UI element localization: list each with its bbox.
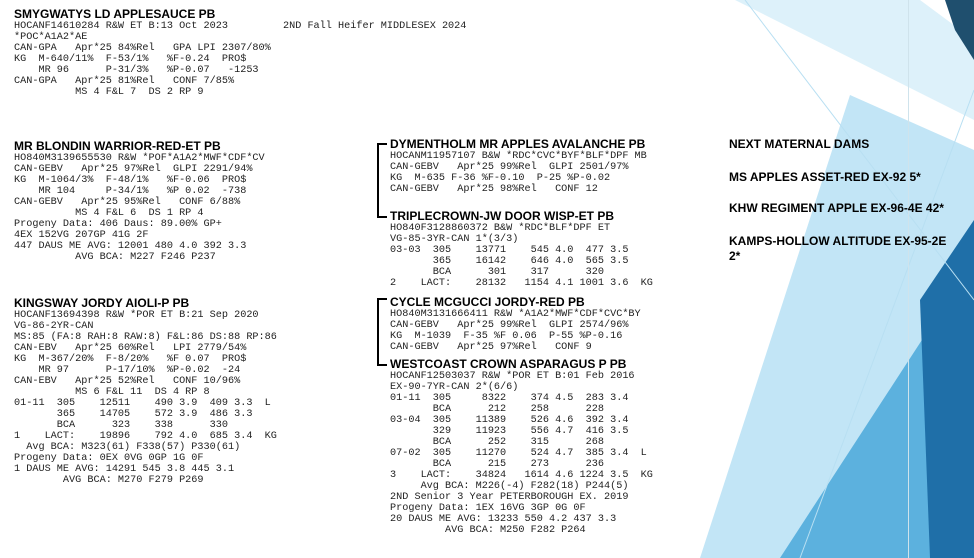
maternal-heading: NEXT MATERNAL DAMS	[729, 137, 870, 151]
dam4-block	[390, 358, 653, 536]
sire2-details: HO840M3139655530 R&W *POF*A1A2*MWF*CDF*CV CAN-GEBV Apr*25 97%Rel GLPI 2291/94% KG M-1064/3% F-48/1% %F-0.06 PRO$ MR 104 P-34/1% %P 0.02 -738 CAN-GEBV Apr*25 95%Rel CONF 6/88% MS 4 F&L 6 DS 1 RP 4 Progeny Data: 406 Daus: 89.00% GP+ 4EX 152VG 207GP 41G 2F 447 DAUS ME AVG: 12001 480 4.0 392 3.3 AVG BCA: M227 F246 P237	[14, 153, 265, 263]
dam1-block	[390, 138, 647, 195]
maternal-dam-1: MS APPLES ASSET-RED EX-92 5*	[729, 170, 921, 184]
dam4-title: WESTCOAST CROWN ASPARAGUS P PB	[390, 357, 627, 371]
sire2-title: MR BLONDIN WARRIOR-RED-ET PB	[14, 139, 221, 153]
sire1-title: SMYGWATYS LD APPLESAUCE PB	[14, 7, 216, 21]
dam3-details: HO840M3131666411 R&W *A1A2*MWF*CDF*CVC*BY CAN-GEBV Apr*25 99%Rel GLPI 2574/96% KG M-1039 F-35 %F 0.06 P-55 %P-0.16 CAN-GEBV Apr*25 97%Rel CONF 9	[390, 309, 641, 353]
bracket-tick-4	[377, 364, 387, 366]
dam4-details: HOCANF12503037 R&W *POR ET B:01 Feb 2016 EX-90-7YR-CAN 2*(6/6) 01-11 305 8322 374 4.5 283 3.4 BCA 212 258 228 03-04 305 11389 526 4.6 392 3.4 329 11923 556 4.7 416 3.5 BCA 252 315 268 07-02 305 11270 524 4.7 385 3.4 L BCA 215 273 236 3 LACT: 34824 1614 4.6 1224 3.5 KG Avg BCA: M226(-4) F282(18) P244(5) 2ND Senior 3 Year PETERBOROUGH EX. 2019 Progeny Data: 1EX 16VG 3GP 0G 0F 20 DAUS ME AVG: 13233 550 4.2 437 3.3 AVG BCA: M250 F282 P264	[390, 371, 653, 536]
bracket-vertical-bottom	[377, 298, 379, 366]
dam2-details: HO840F3128860372 B&W *RDC*BLF*DPF ET VG-85-3YR-CAN 1*(3/3) 03-03 305 13771 545 4.0 477 3.5 365 16142 646 4.0 565 3.5 BCA 301 317 320 2 LACT: 28132 1154 4.1 1001 3.6 KG	[390, 223, 653, 289]
dam3-block	[390, 296, 641, 353]
sire2-block	[14, 140, 265, 263]
sire1-details: HOCANF14610284 R&W ET B:13 Oct 2023 2ND Fall Heifer MIDDLESEX 2024 *POC*A1A2*AE CAN-GPA Apr*25 84%Rel GPA LPI 2307/80% KG M-640/11% F-53/1% %F-0.24 PRO$ MR 96 P-31/3% %P-0.07 -1253 CAN-GPA Apr*25 81%Rel CONF 7/85% MS 4 F&L 7 DS 2 RP 9	[14, 21, 467, 98]
bracket-tick-1	[377, 143, 387, 145]
bracket-vertical-top	[377, 143, 379, 218]
dam1-title: DYMENTHOLM MR APPLES AVALANCHE PB	[390, 137, 646, 151]
dam2-title: TRIPLECROWN-JW DOOR WISP-ET PB	[390, 209, 614, 223]
sire3-title: KINGSWAY JORDY AIOLI-P PB	[14, 296, 190, 310]
bracket-tick-2	[377, 216, 387, 218]
thin-vertical-line	[908, 0, 909, 558]
bracket-tick-3	[377, 298, 387, 300]
dam1-details: HOCANM11957107 B&W *RDC*CVC*BYF*BLF*DPF MB CAN-GEBV Apr*25 99%Rel GLPI 2501/97% KG M-635 F-36 %F-0.10 P-25 %P-0.02 CAN-GEBV Apr*25 98%Rel CONF 12	[390, 151, 647, 195]
dam3-title: CYCLE MCGUCCI JORDY-RED PB	[390, 295, 585, 309]
sire3-details: HOCANF13694398 R&W *POR ET B:21 Sep 2020 VG-86-2YR-CAN MS:85 (FA:8 RAH:8 RAW:8) F&L:86 DS:88 RP:86 CAN-EBV Apr*25 60%Rel LPI 2779/54% KG M-367/20% F-8/20% %F 0.07 PRO$ MR 97 P-17/10% %P-0.02 -24 CAN-EBV Apr*25 52%Rel CONF 10/96% MS 6 F&L 11 DS 4 RP 8 01-11 305 12511 490 3.9 409 3.3 L 365 14705 572 3.9 486 3.3 BCA 323 338 330 1 LACT: 19896 792 4.0 685 3.4 KG Avg BCA: M323(61) F338(57) P330(61) Progeny Data: 0EX 0VG 0GP 1G 0F 1 DAUS ME AVG: 14291 545 3.8 445 3.1 AVG BCA: M270 F279 P269	[14, 310, 277, 486]
dam2-block	[390, 210, 653, 289]
sire3-block	[14, 297, 277, 486]
maternal-dam-2: KHW REGIMENT APPLE EX-96-4E 42*	[729, 201, 944, 215]
maternal-dam-3: KAMPS-HOLLOW ALTITUDE EX-95-2E 2*	[729, 234, 947, 263]
sire1-block	[14, 8, 466, 98]
